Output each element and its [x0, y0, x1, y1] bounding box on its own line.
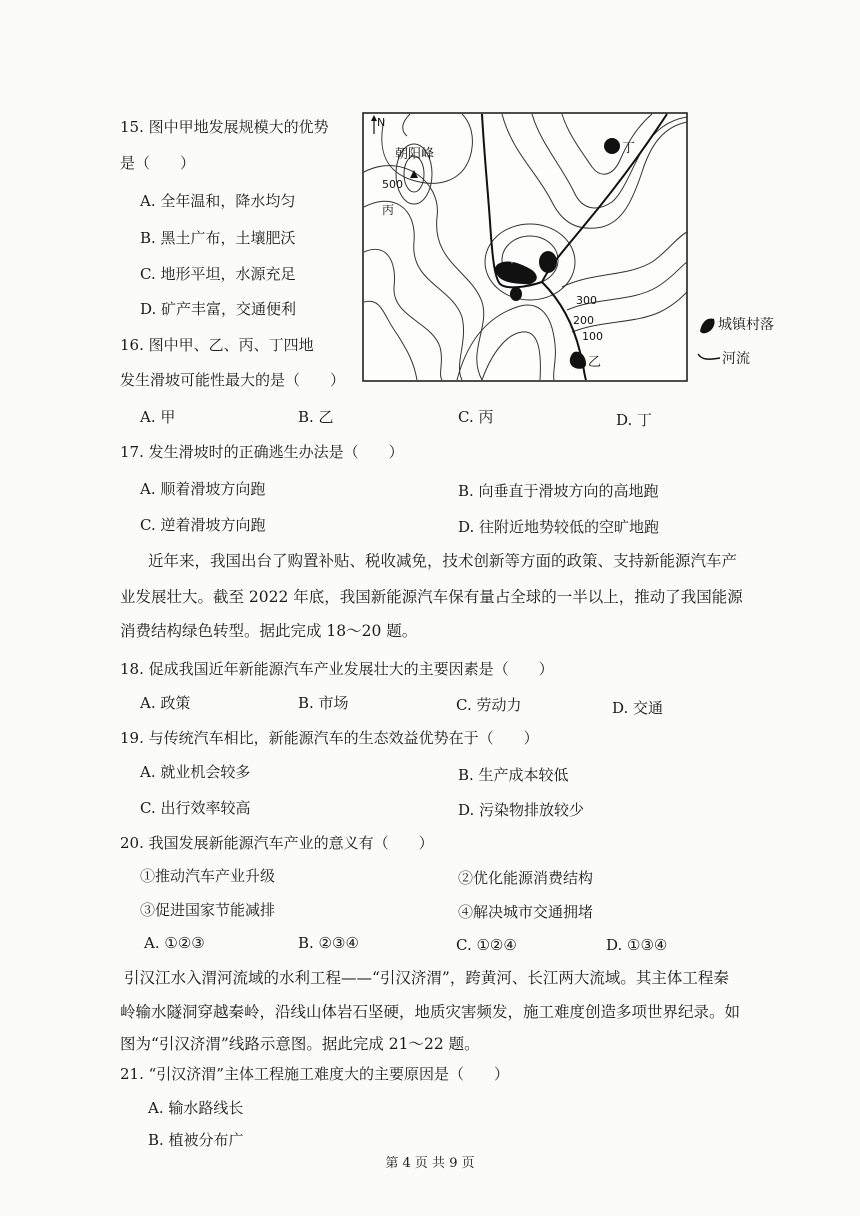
q15-option-c: C. 地形平坦，水源充足 [140, 265, 296, 283]
q17-option-c: C. 逆着滑坡方向跑 [140, 516, 266, 534]
elevation-100-label: 100 [582, 330, 603, 343]
q15-option-b: B. 黑土广布，土壤肥沃 [140, 229, 296, 247]
q19-stem: 19. 与传统汽车相比，新能源汽车的生态效益优势在于（ ） [120, 729, 539, 747]
peak-label: 朝阳峰 [395, 147, 435, 162]
q20-item-1: ①推动汽车产业升级 [140, 867, 276, 885]
place-yi-label: 乙 [588, 355, 602, 370]
passage1-line3: 消费结构绿色转型。据此完成 18～20 题。 [120, 622, 418, 640]
elevation-500-label: 500 [382, 178, 403, 191]
q20-item-2: ②优化能源消费结构 [458, 869, 594, 887]
q18-stem: 18. 促成我国近年新能源汽车产业发展壮大的主要因素是（ ） [120, 660, 554, 678]
q15-stem: 15. 图中甲地发展规模大的优势 [120, 118, 329, 136]
place-ding-label: 丁 [622, 141, 636, 156]
q17-option-d: D. 往附近地势较低的空旷地跑 [458, 518, 660, 536]
q16-option-a: A. 甲 [140, 408, 176, 426]
q15-option-d: D. 矿产丰富，交通便利 [140, 300, 297, 318]
q18-option-a: A. 政策 [140, 694, 191, 712]
passage2-line1: 引汉江水入渭河流域的水利工程——“引汉济渭”，跨黄河、长江两大流域。其主体工程秦 [124, 969, 729, 987]
q16-option-b: B. 乙 [298, 408, 334, 426]
q17-option-b: B. 向垂直于滑坡方向的高地跑 [458, 482, 659, 500]
q18-option-c: C. 劳动力 [456, 696, 522, 714]
passage1-line1: 近年来，我国出台了购置补贴、税收减免，技术创新等方面的政策、支持新能源汽车产 [148, 552, 738, 570]
q20-option-b: B. ②③④ [298, 934, 359, 952]
place-bing-label: 丙 [382, 203, 395, 217]
town-legend-icon [696, 313, 718, 335]
place-jia-label: 甲 [506, 251, 519, 265]
settlement-jia-east [539, 251, 557, 273]
legend-town-label: 城镇村落 [718, 317, 774, 333]
settlement-small [510, 287, 522, 301]
q19-option-d: D. 污染物排放较少 [458, 801, 585, 819]
north-label: N [377, 116, 386, 129]
q21-option-a: A. 输水路线长 [148, 1099, 244, 1117]
q20-item-4: ④解决城市交通拥堵 [458, 903, 594, 921]
legend-river-label: 河流 [722, 351, 750, 367]
q19-option-b: B. 生产成本较低 [458, 766, 569, 784]
q21-stem: 21. “引汉济渭”主体工程施工难度大的主要原因是（ ） [120, 1065, 509, 1083]
q15-stem-cont: 是（ ） [120, 154, 196, 172]
q16-option-c: C. 丙 [458, 408, 494, 426]
q20-option-a: A. ①②③ [144, 934, 205, 952]
elevation-200-label: 200 [573, 314, 594, 327]
q20-option-d: D. ①③④ [606, 936, 668, 954]
q20-item-3: ③促进国家节能减排 [140, 901, 276, 919]
q18-option-d: D. 交通 [612, 699, 664, 717]
settlement-ding [604, 138, 620, 154]
q20-stem: 20. 我国发展新能源汽车产业的意义有（ ） [120, 834, 434, 852]
q17-option-a: A. 顺着滑坡方向跑 [140, 480, 266, 498]
page-footer: 第 4 页 共 9 页 [385, 1156, 475, 1171]
q17-stem: 17. 发生滑坡时的正确逃生办法是（ ） [120, 443, 404, 461]
q16-option-d: D. 丁 [616, 411, 653, 429]
passage2-line3: 图为“引汉济渭”线路示意图。据此完成 21～22 题。 [120, 1035, 480, 1053]
q16-stem: 16. 图中甲、乙、丙、丁四地 [120, 336, 314, 354]
q15-option-a: A. 全年温和，降水均匀 [140, 192, 296, 210]
topographic-map [362, 112, 688, 382]
elevation-300-label: 300 [576, 294, 597, 307]
q16-stem-cont: 发生滑坡可能性最大的是（ ） [120, 371, 346, 389]
q19-option-c: C. 出行效率较高 [140, 799, 251, 817]
river-legend-icon [696, 350, 722, 366]
q20-option-c: C. ①②④ [456, 936, 517, 954]
passage2-line2: 岭输水隧洞穿越秦岭，沿线山体岩石坚硬，地质灾害频发，施工难度创造多项世界纪录。如 [120, 1003, 741, 1021]
q19-option-a: A. 就业机会较多 [140, 763, 251, 781]
passage1-line2: 业发展壮大。截至 2022 年底，我国新能源汽车保有量占全球的一半以上，推动了我国能源 [120, 588, 743, 606]
q18-option-b: B. 市场 [298, 694, 349, 712]
q21-option-b: B. 植被分布广 [148, 1131, 244, 1149]
